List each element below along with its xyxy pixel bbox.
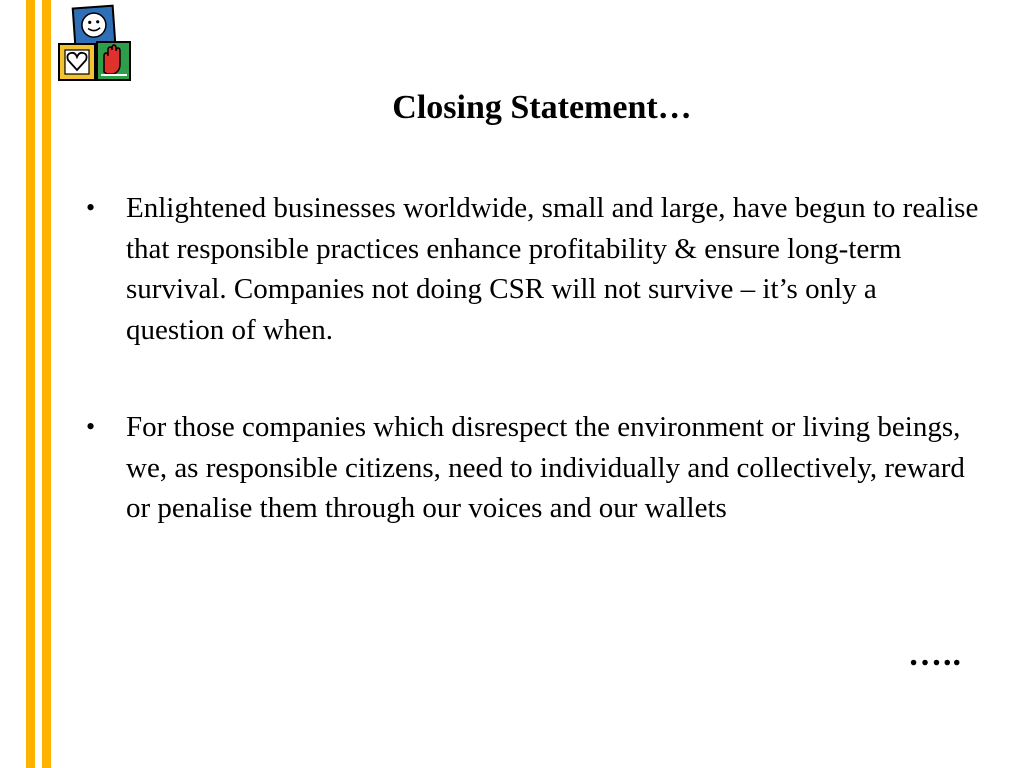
bullet-item — [82, 407, 982, 529]
bullet-item — [82, 188, 982, 350]
bullet-point: • — [86, 412, 96, 441]
trailing-ellipsis: ….. — [908, 636, 962, 673]
bullet-list — [82, 188, 982, 586]
bullet-point: • — [86, 193, 96, 222]
bullet-text: Enlightened businesses worldwide, small and large, have begun to realise that responsible practices enhance profitability & ensure long-term survival. Companies not doing CSR will not survive – it’s only a question of when. — [126, 192, 979, 346]
bullet-text: For those companies which disrespect the environment or living beings, we, as responsible citizens, need to individually and collectively, reward or penalise them through our voices and our wallets — [126, 411, 965, 524]
slide-title: Closing Statement… — [392, 89, 692, 126]
logo-icon — [57, 4, 133, 84]
